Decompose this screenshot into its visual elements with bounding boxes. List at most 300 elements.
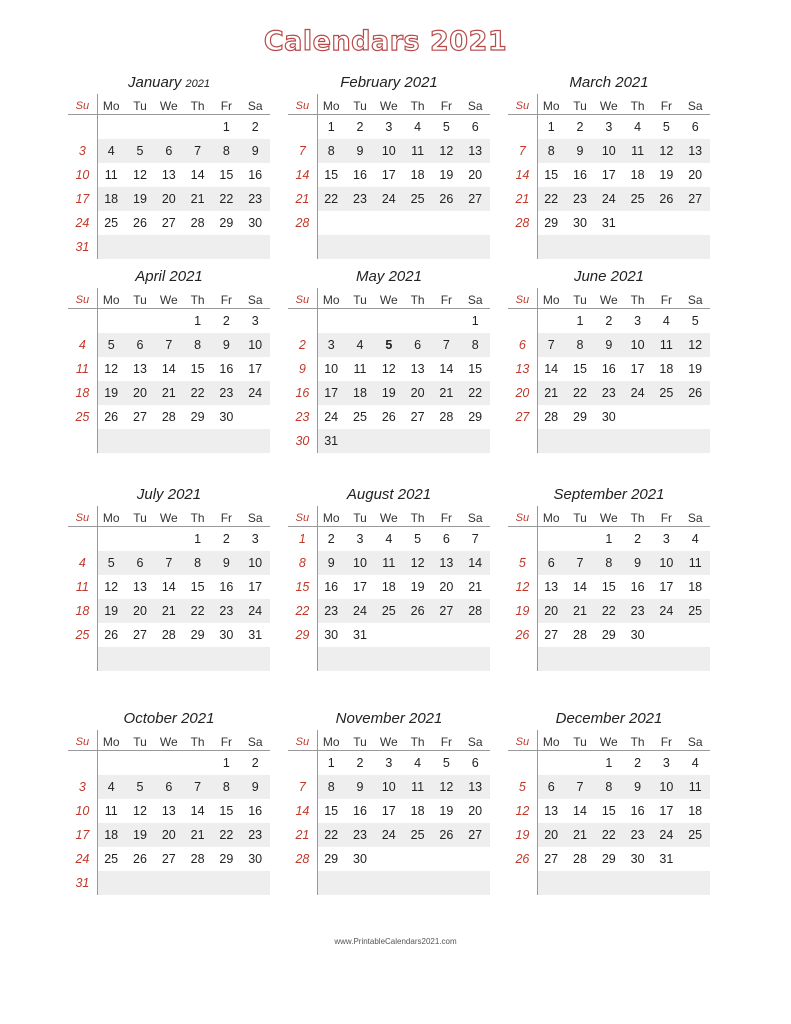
day-cell: 22 — [295, 604, 310, 618]
day-cell — [126, 235, 155, 259]
day-cell: 29 — [190, 410, 205, 424]
day-cell: 19 — [515, 828, 530, 842]
weekday-header — [68, 730, 270, 751]
day-cell: 11 — [374, 551, 403, 575]
day-cell — [403, 623, 432, 647]
day-cell: 9 — [298, 362, 306, 376]
day-cell: 23 — [241, 823, 270, 847]
day-cell: 23 — [346, 187, 375, 211]
day-cell: 2 — [356, 756, 364, 770]
day-cell: 4 — [346, 333, 375, 357]
week-row — [68, 309, 270, 333]
day-cell: 26 — [432, 187, 461, 211]
day-cell: 5 — [97, 333, 126, 357]
day-cell: 15 — [324, 804, 339, 818]
day-cell: 15 — [219, 804, 234, 818]
day-cell: 28 — [190, 216, 205, 230]
day-cell: 26 — [133, 852, 147, 866]
day-cell — [241, 405, 270, 429]
day-cell: 25 — [374, 599, 403, 623]
day-cell — [97, 309, 126, 333]
day-cell: 26 — [652, 187, 681, 211]
day-cell: 17 — [248, 362, 263, 376]
week-row — [68, 871, 270, 895]
week-row — [508, 405, 710, 429]
day-cell: 30 — [353, 852, 367, 866]
day-cell: 9 — [317, 551, 346, 575]
week-row — [68, 527, 270, 551]
weekday-label: Fr — [220, 99, 233, 113]
week-row — [288, 847, 490, 871]
day-cell — [97, 527, 126, 551]
week-row — [508, 575, 710, 599]
day-cell: 25 — [623, 187, 652, 211]
weekday-label: We — [159, 293, 178, 307]
day-cell: 31 — [75, 240, 90, 254]
day-cell — [403, 847, 432, 871]
day-cell — [681, 871, 710, 895]
month-october — [68, 708, 270, 895]
day-cell: 12 — [515, 804, 530, 818]
day-cell — [652, 871, 681, 895]
weekday-header — [508, 288, 710, 309]
month-title — [508, 484, 710, 506]
day-cell — [461, 429, 490, 453]
day-cell: 27 — [133, 628, 147, 642]
day-cell: 24 — [241, 599, 270, 623]
weekday-label: Su — [75, 100, 90, 112]
month-title — [288, 484, 490, 506]
day-cell: 11 — [652, 333, 681, 357]
day-cell — [126, 871, 155, 895]
day-cell: 17 — [381, 168, 396, 182]
weekday-label: Sa — [467, 99, 483, 113]
day-cell: 4 — [385, 532, 393, 546]
day-cell — [537, 429, 566, 453]
day-cell: 3 — [356, 532, 364, 546]
day-cell: 29 — [219, 852, 234, 866]
day-cell: 2 — [251, 120, 259, 134]
weekday-label: Tu — [353, 293, 367, 307]
day-cell — [241, 429, 270, 453]
month-year: 2021 — [181, 710, 215, 727]
day-cell: 15 — [190, 362, 205, 376]
weekday-label: Fr — [440, 99, 453, 113]
day-cell: 15 — [190, 580, 205, 594]
day-cell: 20 — [688, 168, 703, 182]
day-cell — [403, 429, 432, 453]
day-cell — [594, 235, 623, 259]
day-cell: 16 — [353, 168, 367, 182]
day-cell: 31 — [659, 852, 674, 866]
day-cell — [346, 429, 375, 453]
month-title — [68, 266, 270, 288]
day-cell: 3 — [634, 314, 642, 328]
day-cell: 12 — [133, 804, 147, 818]
day-cell: 11 — [75, 362, 89, 376]
day-cell: 7 — [566, 775, 595, 799]
day-cell: 4 — [78, 338, 86, 352]
day-cell: 19 — [126, 187, 155, 211]
weekday-label: We — [379, 99, 398, 113]
day-cell: 24 — [324, 410, 339, 424]
day-cell: 11 — [403, 139, 432, 163]
day-cell — [183, 871, 212, 895]
day-cell: 30 — [630, 852, 645, 866]
day-cell — [432, 847, 461, 871]
day-cell: 29 — [190, 628, 205, 642]
day-cell: 24 — [75, 216, 90, 230]
day-cell: 6 — [442, 532, 450, 546]
day-cell: 6 — [126, 333, 155, 357]
day-cell: 15 — [468, 362, 483, 376]
day-cell: 28 — [544, 410, 559, 424]
week-row — [288, 211, 490, 235]
day-cell: 23 — [212, 381, 241, 405]
day-cell: 3 — [251, 532, 259, 546]
day-cell: 24 — [594, 187, 623, 211]
day-cell: 18 — [630, 168, 645, 182]
day-cell: 26 — [432, 823, 461, 847]
day-cell: 12 — [381, 362, 396, 376]
day-cell — [154, 647, 183, 671]
month-year: 2021 — [169, 268, 203, 285]
day-cell — [68, 751, 97, 775]
day-cell — [403, 871, 432, 895]
day-cell — [346, 309, 375, 333]
day-cell: 27 — [161, 852, 176, 866]
week-row — [288, 799, 490, 823]
day-cell — [68, 527, 97, 551]
day-cell: 21 — [566, 599, 595, 623]
week-row — [68, 799, 270, 823]
day-cell: 12 — [133, 168, 147, 182]
day-cell: 1 — [547, 120, 555, 134]
day-cell: 19 — [97, 599, 126, 623]
day-cell: 10 — [374, 775, 403, 799]
day-cell: 27 — [461, 187, 490, 211]
week-row — [508, 357, 710, 381]
weekday-label: Th — [410, 735, 425, 749]
weekday-label: Mo — [542, 293, 560, 307]
day-cell: 24 — [374, 823, 403, 847]
day-cell: 13 — [461, 775, 490, 799]
day-cell: 30 — [248, 216, 263, 230]
day-cell: 7 — [183, 139, 212, 163]
week-row — [508, 429, 710, 453]
week-row — [68, 333, 270, 357]
weekday-label: Su — [75, 736, 90, 748]
weekday-label: Tu — [573, 735, 587, 749]
sunday-divider — [317, 94, 318, 259]
day-cell: 31 — [601, 216, 616, 230]
day-cell: 23 — [212, 599, 241, 623]
day-cell: 15 — [544, 168, 559, 182]
day-cell: 5 — [414, 532, 422, 546]
sunday-divider — [317, 730, 318, 895]
day-cell: 20 — [126, 381, 155, 405]
day-cell: 10 — [623, 333, 652, 357]
week-row — [508, 235, 710, 259]
day-cell — [374, 623, 403, 647]
day-cell — [68, 309, 97, 333]
day-cell — [97, 115, 126, 139]
day-cell — [461, 647, 490, 671]
day-cell: 5 — [126, 775, 155, 799]
weekday-label: Mo — [102, 511, 120, 525]
day-cell: 9 — [241, 139, 270, 163]
day-cell: 25 — [403, 823, 432, 847]
day-cell — [154, 235, 183, 259]
weekday-label: Fr — [440, 511, 453, 525]
sunday-divider — [537, 730, 538, 895]
week-row — [508, 527, 710, 551]
day-cell: 3 — [385, 120, 393, 134]
month-title — [68, 708, 270, 730]
day-cell — [681, 647, 710, 671]
week-row — [288, 775, 490, 799]
day-cell: 12 — [432, 775, 461, 799]
day-cell: 3 — [662, 756, 670, 770]
weekday-label: Tu — [353, 511, 367, 525]
day-cell — [288, 871, 317, 895]
day-cell: 25 — [353, 410, 367, 424]
month-july — [68, 484, 270, 671]
day-cell: 29 — [324, 852, 339, 866]
day-cell: 23 — [566, 187, 595, 211]
day-cell: 30 — [219, 410, 234, 424]
day-cell: 5 — [374, 333, 403, 357]
day-cell: 22 — [594, 599, 623, 623]
day-cell: 14 — [190, 804, 205, 818]
day-cell — [317, 871, 346, 895]
month-year: 2021 — [404, 74, 438, 91]
weekday-label: Su — [515, 512, 530, 524]
day-cell: 14 — [295, 168, 310, 182]
day-cell — [403, 211, 432, 235]
day-cell: 24 — [75, 852, 90, 866]
day-cell: 22 — [594, 823, 623, 847]
month-grid — [68, 288, 270, 453]
day-cell: 1 — [576, 314, 584, 328]
day-cell — [508, 647, 537, 671]
day-cell — [566, 235, 595, 259]
day-cell — [212, 871, 241, 895]
day-cell — [508, 751, 537, 775]
day-cell: 21 — [295, 192, 310, 206]
day-cell: 20 — [537, 599, 566, 623]
day-cell: 6 — [537, 551, 566, 575]
day-cell: 6 — [537, 775, 566, 799]
day-cell — [288, 115, 317, 139]
day-cell: 18 — [381, 580, 396, 594]
month-year: 2021 — [397, 486, 432, 503]
day-cell — [623, 405, 652, 429]
day-cell: 4 — [662, 314, 670, 328]
day-cell: 9 — [623, 775, 652, 799]
day-cell: 21 — [183, 823, 212, 847]
week-row — [508, 211, 710, 235]
week-row — [68, 139, 270, 163]
day-cell: 11 — [681, 775, 710, 799]
day-cell — [288, 647, 317, 671]
day-cell: 22 — [537, 187, 566, 211]
day-cell: 11 — [353, 362, 367, 376]
month-grid — [68, 506, 270, 671]
day-cell — [346, 235, 375, 259]
day-cell: 1 — [194, 314, 202, 328]
day-cell: 27 — [133, 410, 147, 424]
day-cell — [126, 115, 155, 139]
week-row — [508, 823, 710, 847]
day-cell: 3 — [78, 780, 86, 794]
day-cell: 16 — [601, 362, 616, 376]
day-cell: 12 — [104, 580, 119, 594]
day-cell: 10 — [346, 551, 375, 575]
day-cell: 20 — [126, 599, 155, 623]
week-row — [288, 115, 490, 139]
day-cell: 7 — [298, 144, 306, 158]
week-row — [288, 163, 490, 187]
day-cell: 5 — [442, 756, 450, 770]
day-cell — [126, 647, 155, 671]
day-cell — [317, 309, 346, 333]
month-title — [508, 266, 710, 288]
day-cell: 14 — [544, 362, 559, 376]
day-cell: 24 — [652, 599, 681, 623]
day-cell: 12 — [104, 362, 119, 376]
day-cell: 28 — [295, 216, 310, 230]
day-cell: 17 — [317, 381, 346, 405]
weekday-label: Su — [75, 512, 90, 524]
month-june — [508, 266, 710, 453]
day-cell: 22 — [183, 599, 212, 623]
day-cell — [154, 115, 183, 139]
week-row — [288, 551, 490, 575]
day-cell: 2 — [222, 532, 230, 546]
weekday-label: Th — [630, 511, 645, 525]
day-cell: 6 — [154, 775, 183, 799]
day-cell: 4 — [97, 775, 126, 799]
day-cell — [594, 647, 623, 671]
month-grid — [288, 288, 490, 453]
sunday-divider — [537, 506, 538, 671]
day-cell: 7 — [154, 333, 183, 357]
day-cell: 15 — [219, 168, 234, 182]
week-row — [68, 551, 270, 575]
day-cell: 3 — [317, 333, 346, 357]
day-cell: 11 — [681, 551, 710, 575]
sunday-divider — [97, 94, 98, 259]
day-cell — [126, 429, 155, 453]
week-row — [68, 381, 270, 405]
weekday-label: Th — [630, 735, 645, 749]
day-cell — [374, 211, 403, 235]
day-cell: 9 — [212, 333, 241, 357]
day-cell: 25 — [104, 852, 119, 866]
weekday-label: Sa — [247, 99, 263, 113]
day-cell — [212, 235, 241, 259]
day-cell — [537, 309, 566, 333]
weekday-label: Fr — [660, 735, 673, 749]
day-cell — [537, 647, 566, 671]
weekday-label: Th — [410, 99, 425, 113]
day-cell: 21 — [566, 823, 595, 847]
day-cell: 17 — [248, 580, 263, 594]
day-cell: 17 — [659, 580, 674, 594]
weekday-label: Su — [295, 736, 310, 748]
day-cell: 6 — [126, 551, 155, 575]
day-cell: 30 — [295, 434, 310, 448]
day-cell: 14 — [161, 580, 176, 594]
month-december — [508, 708, 710, 895]
day-cell: 20 — [154, 823, 183, 847]
week-row — [68, 599, 270, 623]
day-cell: 29 — [573, 410, 587, 424]
weekday-label: Tu — [353, 99, 367, 113]
day-cell — [537, 527, 566, 551]
day-cell — [241, 871, 270, 895]
day-cell: 20 — [468, 804, 483, 818]
day-cell: 29 — [601, 628, 616, 642]
weekday-label: Su — [295, 294, 310, 306]
day-cell — [652, 623, 681, 647]
day-cell — [461, 211, 490, 235]
sunday-divider — [97, 288, 98, 453]
day-cell: 21 — [468, 580, 483, 594]
week-row — [288, 429, 490, 453]
day-cell: 9 — [212, 551, 241, 575]
day-cell: 27 — [681, 187, 710, 211]
day-cell: 19 — [688, 362, 703, 376]
weekday-label: We — [159, 735, 178, 749]
weekday-label: Sa — [687, 293, 703, 307]
day-cell: 10 — [652, 551, 681, 575]
day-cell: 7 — [432, 333, 461, 357]
month-november — [288, 708, 490, 895]
day-cell — [681, 429, 710, 453]
day-cell: 5 — [691, 314, 699, 328]
day-cell — [154, 429, 183, 453]
day-cell — [97, 751, 126, 775]
month-year: 2021 — [167, 486, 202, 503]
day-cell: 25 — [652, 381, 681, 405]
day-cell: 14 — [573, 804, 587, 818]
day-cell — [68, 647, 97, 671]
day-cell: 23 — [594, 381, 623, 405]
weekday-label: Su — [515, 294, 530, 306]
week-row — [288, 333, 490, 357]
week-row — [288, 575, 490, 599]
day-cell: 12 — [652, 139, 681, 163]
weekday-label: Su — [295, 512, 310, 524]
day-cell: 30 — [219, 628, 234, 642]
week-row — [68, 623, 270, 647]
day-cell: 19 — [439, 804, 454, 818]
weekday-label: Tu — [133, 293, 147, 307]
day-cell: 6 — [403, 333, 432, 357]
day-cell — [212, 647, 241, 671]
weekday-label: We — [599, 293, 618, 307]
week-row — [68, 187, 270, 211]
day-cell: 16 — [353, 804, 367, 818]
sunday-divider — [317, 506, 318, 671]
day-cell: 13 — [410, 362, 425, 376]
day-cell: 16 — [630, 580, 645, 594]
day-cell: 13 — [133, 362, 147, 376]
day-cell — [126, 309, 155, 333]
week-row — [288, 235, 490, 259]
